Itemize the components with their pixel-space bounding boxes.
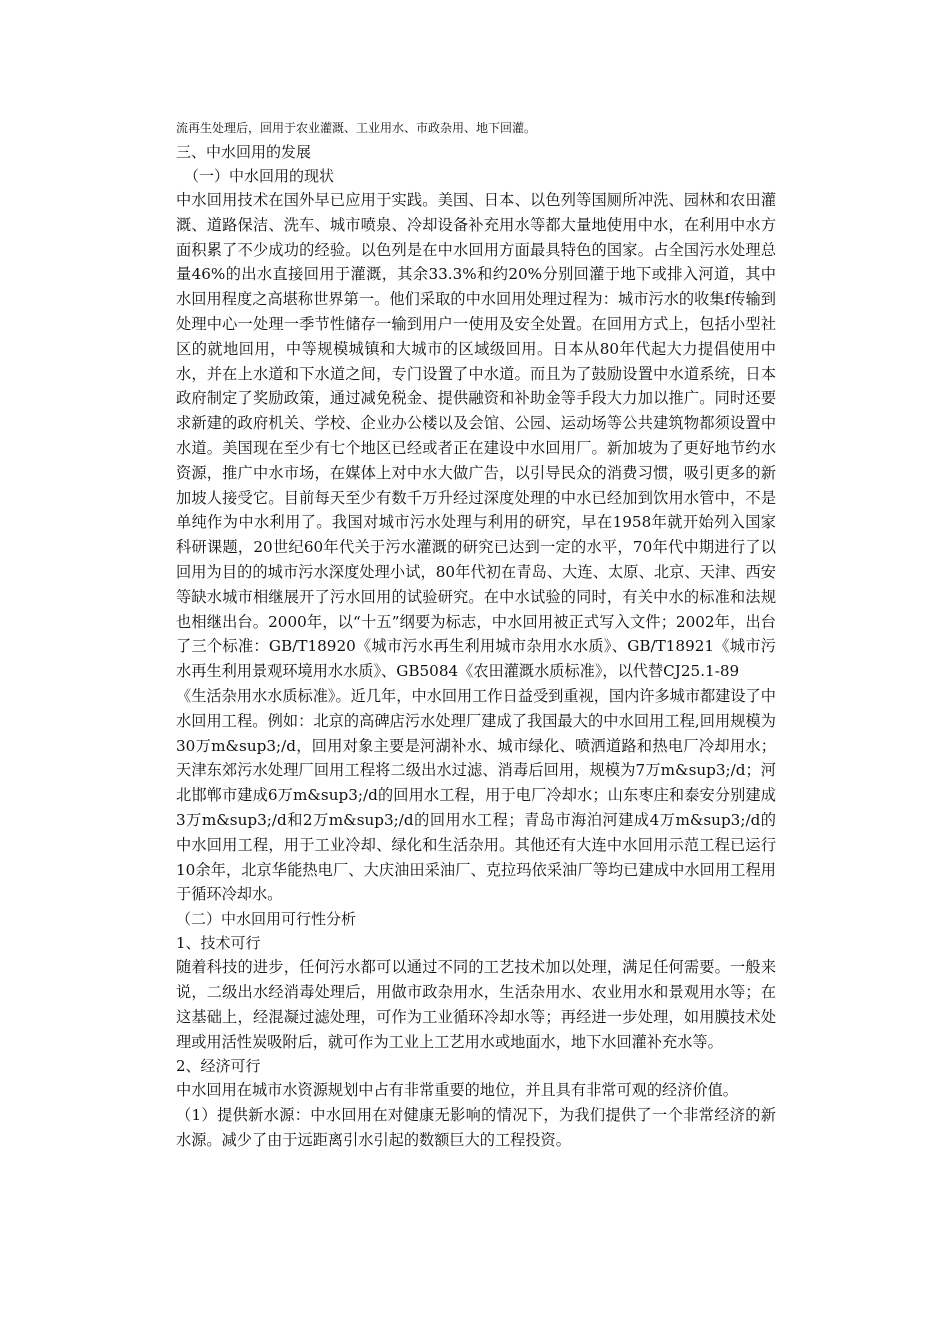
section-heading: 三、中水回用的发展: [176, 143, 312, 161]
subsection-2-heading: （二）中水回用可行性分析: [176, 910, 357, 929]
paragraph-domestic-projects: 《生活杂用水水质标准》。近几年，中水回用工作日益受到重视，国内许多城市都建设了中水回用工程。例如：北京的高碑店污水处理厂建成了我国最大的中水回用工程,回用规模为30万m&sup3;/d，回用对象主要是河湖补水、城市绿化、喷洒道路和热电厂冷却用水；天津东郊污水处理厂回用工程将二级出水过滤、消毒后回用，规模为7万m&sup3;/d；河北邯郸市建成6万m&sup3;/d的回用水工程，用于电厂冷却水；山东枣庄和泰安分别建成3万m&sup3;/d和2万m&sup3;/d的回用水工程；青岛市海泊河建成4万m&sup3;/d的中水回用工程，用于工业冷却、绿化和生活杂用。其他还有大连中水回用示范工程已运行10余年，北京华能热电厂、大庆油田采油厂、克拉玛依采油厂等均已建成中水回用工程用于循环冷却水。: [176, 686, 776, 904]
paragraph-new-water-source: （1）提供新水源：中水回用在对健康无影响的情况下，为我们提供了一个非常经济的新水源。减少了由于远距离引水引起的数额巨大的工程投资。: [176, 1106, 776, 1149]
document-body: [176, 118, 776, 1153]
paragraph-current-status: 中水回用技术在国外早已应用于实践。美国、日本、以色列等国厕所冲洗、园林和农田灌溉、道路保洁、洗车、城市喷泉、冷却设备补充用水等都大量地使用中水，在利用中水方面积累了不少成功的经验。以色列是在中水回用方面最具特色的国家。占全国污水处理总量46%的出水直接回用于灌溉，其余33.3%和约20%分别回灌于地下或排入河道，其中水回用程度之高堪称世界第一。他们采取的中水回用处理过程为：城市污水的收集f传输到处理中心一处理一季节性储存一输到用户一使用及安全处置。在回用方式上，包括小型社区的就地回用，中等规模城镇和大城市的区域级回用。日本从80年代起大力提倡使用中水，并在上水道和下水道之间，专门设置了中水道。而且为了鼓励设置中水道系统，日本政府制定了奖励政策，通过减免税金、提供融资和补助金等手段大力加以推广。同时还要求新建的政府机关、学校、企业办公楼以及会馆、公园、运动场等公共建筑物都须设置中水道。美国现在至少有七个地区已经或者正在建设中水回用厂。新加坡为了更好地节约水资源，推广中水市场，在媒体上对中水大做广告，以引导民众的消费习惯，吸引更多的新加坡人接受它。目前每天至少有数千万升经过深度处理的中水已经加到饮用水管中，不是单纯作为中水利用了。我国对城市污水处理与利用的研究，早在1958年就开始列入国家科研课题，20世纪60年代关于污水灌溉的研究已达到一定的水平，70年代中期进行了以回用为目的的城市污水深度处理小试，80年代初在青岛、大连、太原、北京、天津、西安等缺水城市相继展开了污水回用的试验研究。在中水试验的同时，有关中水的标准和法规也相继出台。2000年，以“十五”纲要为标志，中水回用被正式写入文件；2002年，出台了三个标准：GB/T18920《城市污水再生利用城市杂用水水质》、GB/T18921《城市污水再生利用景观环境用水水质》、GB5084《农田灌溉水质标准》，以代替CJ25.1-89: [176, 191, 776, 681]
item-2-heading: 2、经济可行: [176, 1057, 261, 1076]
paragraph-economic-value: 中水回用在城市水资源规划中占有非常重要的地位，并且具有非常可观的经济价值。: [176, 1081, 738, 1100]
subsection-1-heading: （一）中水回用的现状: [184, 167, 335, 185]
item-1-heading: 1、技术可行: [176, 934, 261, 953]
lead-line: 流再生处理后，回用于农业灌溉、工业用水、市政杂用、地下回灌。: [176, 121, 537, 135]
paragraph-technical-feasibility: 随着科技的进步，任何污水都可以通过不同的工艺技术加以处理，满足任何需要。一般来说，二级出水经消毒处理后，用做市政杂用水，生活杂用水、农业用水和景观用水等；在这基础上，经混凝过滤处理，可作为工业循环冷却水等；再经进一步处理，如用膜技术处理或用活性炭吸附后，就可作为工业上工艺用水或地面水，地下水回灌补充水等。: [176, 958, 776, 1051]
